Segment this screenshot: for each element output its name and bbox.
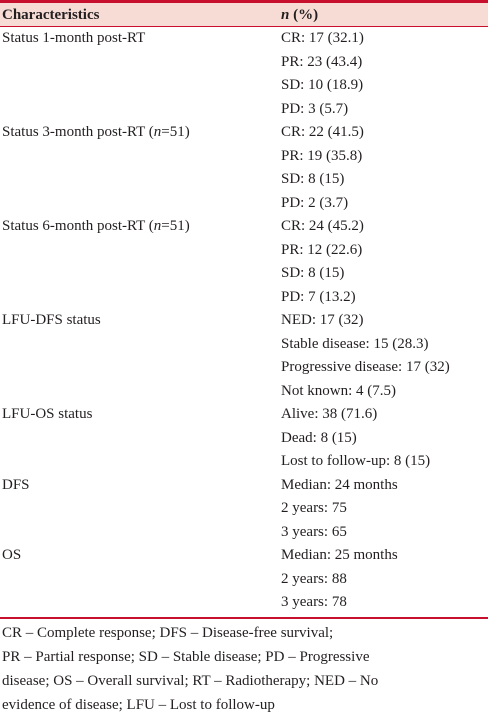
row-label-tail: =51) xyxy=(161,124,190,140)
footnote-line: PR – Partial response; SD – Stable disease; PD – Progressive xyxy=(2,649,370,665)
row-value: 2 years: 75 xyxy=(281,500,347,516)
row-label xyxy=(2,311,101,329)
row-value: SD: 10 (18.9) xyxy=(281,77,364,93)
row-value: PR: 12 (22.6) xyxy=(281,242,363,258)
row-label-text: Status 6-month post-RT ( xyxy=(2,218,154,234)
row-value: NED: 17 (32) xyxy=(281,312,364,328)
row-value: PD: 3 (5.7) xyxy=(281,101,349,117)
row-value: 2 years: 88 xyxy=(281,571,347,587)
bottom-rule xyxy=(0,617,488,619)
header-percent: (%) xyxy=(289,7,319,23)
row-value: CR: 17 (32.1) xyxy=(281,30,364,46)
row-label xyxy=(2,123,190,141)
row-label-tail: =51) xyxy=(161,218,190,234)
row-value: Median: 25 months xyxy=(281,547,398,563)
row-label xyxy=(2,546,21,564)
row-label xyxy=(2,405,92,423)
footnote-line: evidence of disease; LFU – Lost to follow-up xyxy=(2,697,275,713)
row-label-text: DFS xyxy=(2,477,30,493)
row-value: PR: 19 (35.8) xyxy=(281,148,363,164)
row-value: Stable disease: 15 (28.3) xyxy=(281,336,429,352)
row-value: Progressive disease: 17 (32) xyxy=(281,359,450,375)
row-label-var: n xyxy=(153,124,162,140)
row-value: Lost to follow-up: 8 (15) xyxy=(281,453,431,469)
row-label-text: LFU-OS status xyxy=(2,406,93,422)
row-value: SD: 8 (15) xyxy=(281,171,345,187)
table-footnote xyxy=(2,621,486,717)
row-label-text: LFU-DFS status xyxy=(2,312,101,328)
row-label-var: n xyxy=(153,218,162,234)
row-value: 3 years: 65 xyxy=(281,524,347,540)
row-value: Median: 24 months xyxy=(281,477,398,493)
row-label-text: OS xyxy=(2,547,22,563)
row-value: Not known: 4 (7.5) xyxy=(281,383,396,399)
row-label-text: Status 1-month post-RT xyxy=(2,30,146,46)
header-characteristics: Characteristics xyxy=(2,7,100,23)
row-label xyxy=(2,476,30,494)
header-rule xyxy=(0,26,488,27)
row-value: PR: 23 (43.4) xyxy=(281,54,363,70)
row-label xyxy=(2,217,190,235)
row-value: CR: 22 (41.5) xyxy=(281,124,364,140)
row-value: PD: 7 (13.2) xyxy=(281,289,356,305)
row-label-text: Status 3-month post-RT ( xyxy=(2,124,154,140)
row-value: Alive: 38 (71.6) xyxy=(281,406,378,422)
header-n-percent xyxy=(281,6,318,24)
footnote-line: CR – Complete response; DFS – Disease-free survival; xyxy=(2,625,334,641)
row-value: PD: 2 (3.7) xyxy=(281,195,349,211)
row-value: 3 years: 78 xyxy=(281,594,347,610)
footnote-line: disease; OS – Overall survival; RT – Radiotherapy; NED – No xyxy=(2,673,379,689)
table-header xyxy=(0,3,488,26)
row-value: CR: 24 (45.2) xyxy=(281,218,364,234)
row-label xyxy=(2,29,145,47)
row-value: Dead: 8 (15) xyxy=(281,430,357,446)
row-value: SD: 8 (15) xyxy=(281,265,345,281)
header-n-var: n xyxy=(281,7,290,23)
